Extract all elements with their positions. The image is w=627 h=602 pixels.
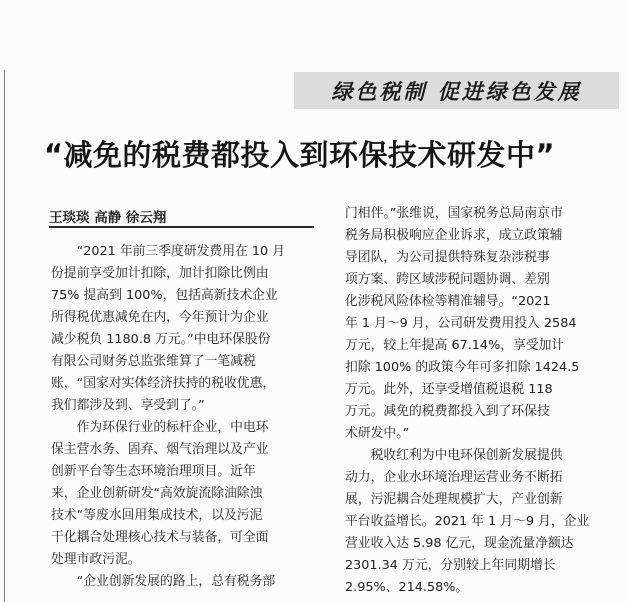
text-line: 减少税负 1180.8 万元。”中电环保股份 [51,332,271,347]
column-divider-rule [4,70,5,602]
text-line: 展，污泥耦合处理规模扩大，产业创新 [345,492,563,507]
text-line: 年 1 月～9 月，公司研发费用投入 2584 [345,316,577,331]
text-line: 75% 提高到 100%，包括高新技术企业 [51,288,278,303]
text-line: 营业收入达 5.98 亿元，现金流量净额达 [345,536,574,551]
text-line: 2301.34 万元，分别较上年同期增长 [345,558,556,573]
text-line: 2.95%、214.58%。 [345,580,469,595]
text-line: 平台收益增长。2021 年 1 月～9 月，企业 [345,514,590,529]
text-line: 税务局积极响应企业诉求，成立政策辅 [345,228,563,243]
text-line: 技术”等废水回用集成技术，以及污泥 [51,508,263,523]
text-line: 作为环保行业的标杆企业，中电环 [51,420,269,435]
text-line: 有限公司财务总监张维算了一笔减税 [51,354,256,369]
text-line: 化涉税风险体检等精准辅导。“2021 [345,294,551,309]
text-line: 所得税优惠减免在内，今年预计为企业 [51,310,269,325]
text-line: 门相伴。”张维说，国家税务总局南京市 [345,206,563,221]
text-line: 术研发中。” [345,426,410,441]
text-line: 项方案、跨区域涉税问题协调、差别 [345,272,550,287]
text-line: 保主营水务、固弃、烟气治理以及产业 [51,442,269,457]
text-line: 扣除 100% 的政策今年可多扣除 1424.5 [345,360,580,375]
text-line: 来，企业创新研发“高效旋流除油除浊 [51,486,263,501]
text-line: 账，“国家对实体经济扶持的税收优惠， [51,376,276,391]
text-line: “企业创新发展的路上，总有税务部 [51,574,276,589]
text-line: 干化耦合处理核心技术与装备，可全面 [51,530,269,545]
article-byline: 王琰琰 高静 徐云翔 [49,210,167,226]
text-line: 万元。此外，还享受增值税退税 118 [345,382,553,397]
text-line: 我们都涉及到、享受到了。” [51,398,205,413]
text-line: “2021 年前三季度研发费用在 10 月 [51,244,286,259]
byline-underline [49,226,314,228]
text-line: 创新平台等生态环境治理项目。近年 [51,464,256,479]
text-line: 万元，较上年提高 67.14%，享受加计 [345,338,565,353]
text-line: 份提前享受加计扣除，加计扣除比例由 [51,266,269,281]
text-line: 万元。减免的税费都投入到了环保技 [345,404,550,419]
text-line: 处理市政污泥。 [51,552,141,567]
text-line: 动力，企业水环境治理运营业务不断拓 [345,470,563,485]
text-line: 导团队，为公司提供特殊复杂涉税事 [345,250,550,265]
text-line: 税收红利为中电环保创新发展提供 [345,448,563,463]
section-banner: 绿色税制 促进绿色发展 [294,72,619,109]
article-headline: “减免的税费都投入到环保技术研发中” [44,138,556,172]
